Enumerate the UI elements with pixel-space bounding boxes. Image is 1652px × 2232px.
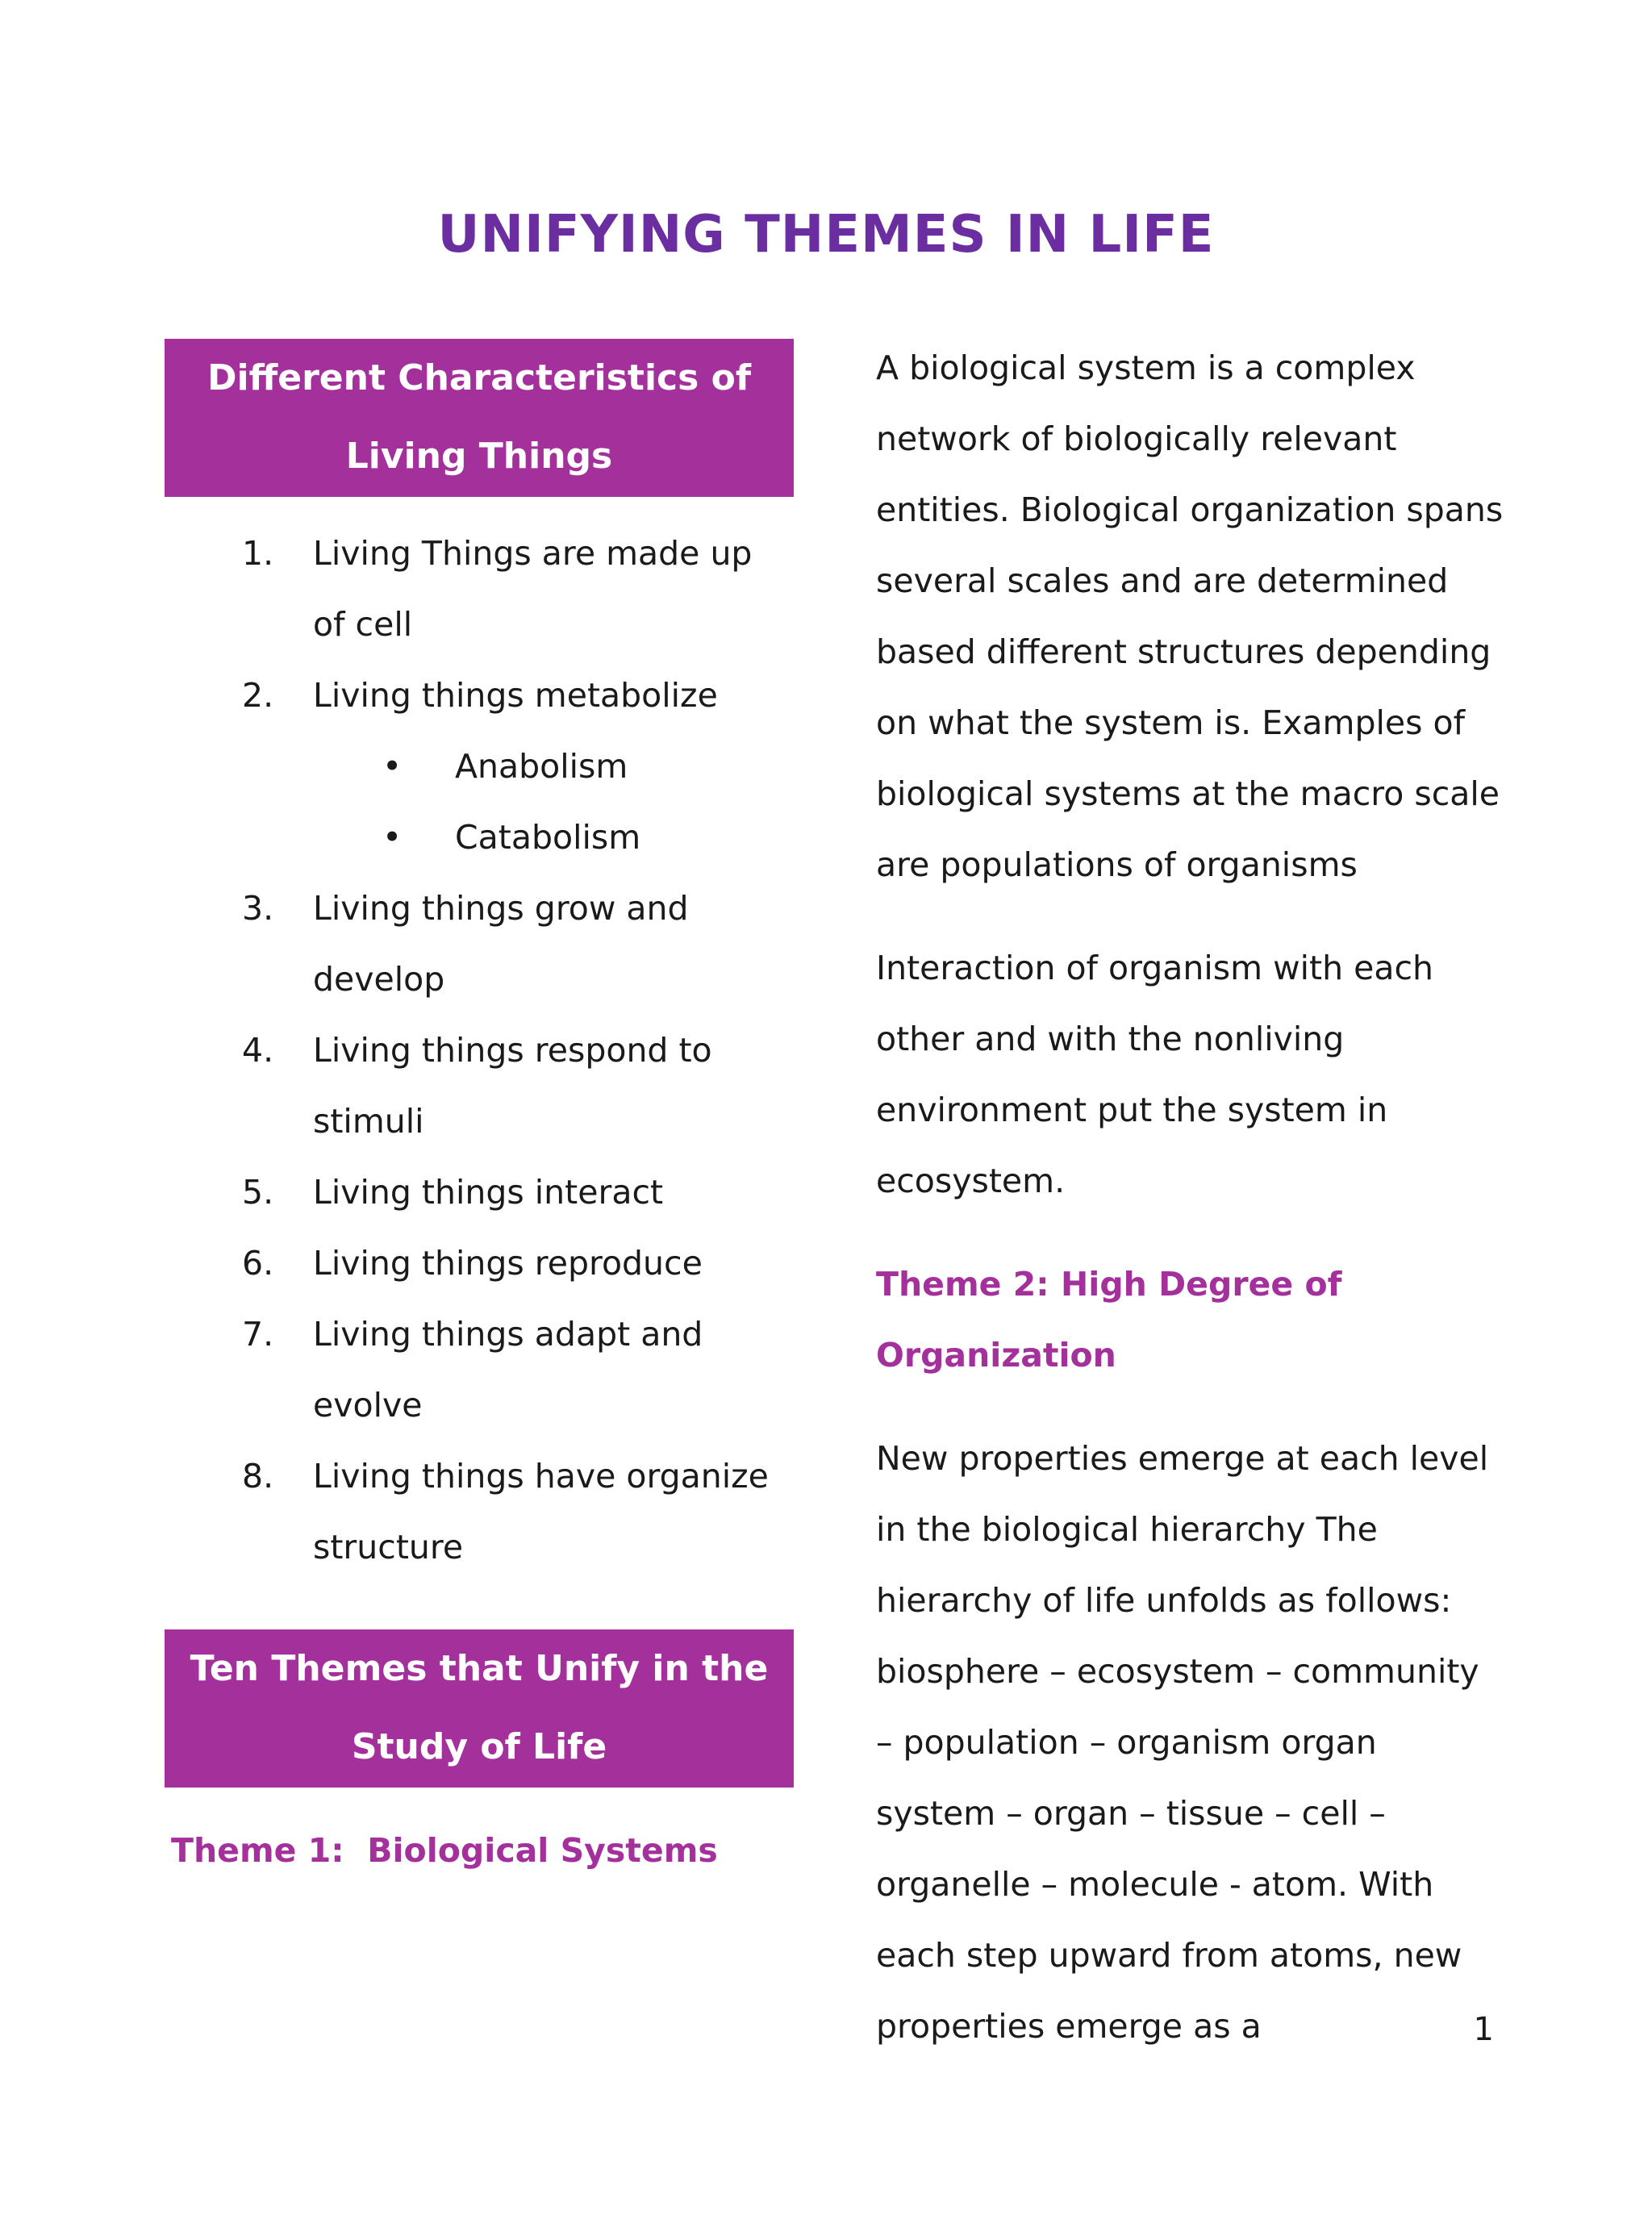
page-title: UNIFYING THEMES IN LIFE	[437, 205, 1215, 265]
list-number: 1.	[242, 534, 274, 573]
sub-list-item-text: Catabolism	[455, 818, 641, 857]
sub-list-item	[165, 802, 794, 873]
list-item	[165, 1015, 794, 1157]
list-number: 5.	[242, 1173, 274, 1212]
list-item	[165, 1157, 794, 1228]
list-number: 4.	[242, 1031, 274, 1070]
list-item-text: Living things reproduce	[313, 1244, 703, 1283]
list-item-text: Living Things are made up of cell	[313, 534, 753, 644]
right-column	[876, 332, 1505, 2062]
biological-system-paragraph: A biological system is a complex network of biologically relevant entities. Biological organization spans several scales and are determined based different structures depending on what the system is. Examples of biological systems at the macro scale are populations of organisms	[876, 348, 1504, 884]
list-number: 6.	[242, 1244, 274, 1283]
list-item-text: Living things metabolize	[313, 676, 718, 715]
hierarchy-paragraph: New properties emerge at each level in the biological hierarchy The hierarchy of life unfolds as follows: biosphere – ecosystem – community – population – organism organ system – organ – tissue – cell – organelle – molecule - atom. With each step upward from atoms, new properties emerge as a	[876, 1439, 1489, 2046]
left-column	[165, 339, 794, 1870]
list-item	[165, 660, 794, 731]
list-number: 7.	[242, 1315, 274, 1354]
page-number: 1	[1473, 2011, 1494, 2048]
sub-list-item	[165, 731, 794, 802]
list-item-text: Living things respond to stimuli	[313, 1031, 712, 1141]
list-item	[165, 1299, 794, 1441]
list-item	[165, 518, 794, 660]
theme-2-heading: Theme 2: High Degree of Organization	[876, 1265, 1342, 1375]
list-number: 3.	[242, 889, 274, 928]
bullet-icon: •	[382, 818, 403, 857]
characteristics-list	[165, 518, 794, 1583]
ten-themes-heading: Ten Themes that Unify in the Study of Life	[165, 1629, 794, 1788]
list-number: 8.	[242, 1457, 274, 1496]
list-item	[165, 1228, 794, 1299]
list-item-text: Living things have organize structure	[313, 1457, 769, 1567]
interaction-paragraph: Interaction of organism with each other and with the nonliving environment put the system in ecosystem.	[876, 949, 1433, 1200]
list-item-text: Living things adapt and evolve	[313, 1315, 703, 1425]
theme-1-heading: Theme 1: Biological Systems	[171, 1831, 718, 1870]
list-number: 2.	[242, 676, 274, 715]
list-item-text: Living things interact	[313, 1173, 664, 1212]
characteristics-heading: Different Characteristics of Living Things	[165, 339, 794, 497]
list-item	[165, 1441, 794, 1583]
list-item	[165, 873, 794, 1015]
bullet-icon: •	[382, 747, 403, 786]
list-item-text: Living things grow and develop	[313, 889, 689, 999]
sub-list-item-text: Anabolism	[455, 747, 628, 786]
